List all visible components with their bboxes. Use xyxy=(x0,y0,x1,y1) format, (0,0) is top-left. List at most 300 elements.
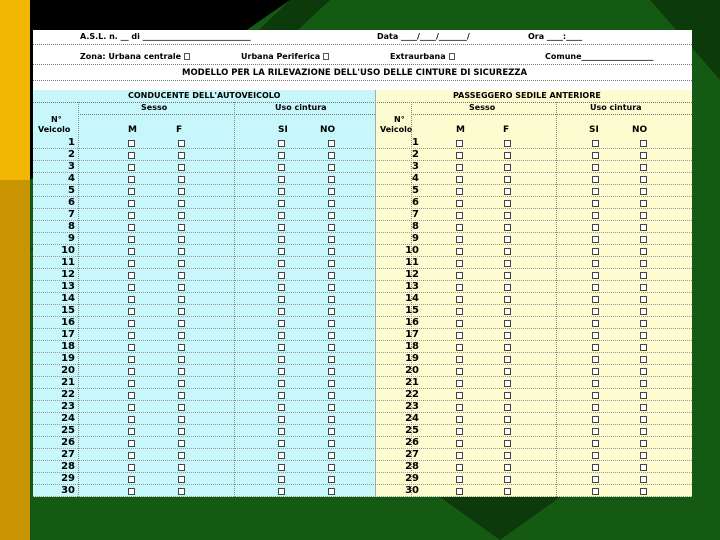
passenger-si-checkbox[interactable] xyxy=(592,224,599,231)
passenger-m-checkbox[interactable] xyxy=(456,272,463,279)
driver-row-number: 22 xyxy=(61,389,75,400)
passenger-no-checkbox[interactable] xyxy=(640,164,647,171)
passenger-si-checkbox[interactable] xyxy=(592,140,599,147)
driver-no-checkbox[interactable] xyxy=(328,356,335,363)
col-separator xyxy=(234,102,235,497)
driver-f-checkbox[interactable] xyxy=(178,140,185,147)
passenger-f-checkbox[interactable] xyxy=(504,488,511,495)
zone-option-periferica[interactable]: Urbana Periferica xyxy=(241,52,329,62)
driver-si-checkbox[interactable] xyxy=(278,272,285,279)
driver-si-checkbox[interactable] xyxy=(278,368,285,375)
passenger-si-checkbox[interactable] xyxy=(592,320,599,327)
driver-m-checkbox[interactable] xyxy=(128,416,135,423)
driver-no-checkbox[interactable] xyxy=(328,428,335,435)
driver-si-checkbox[interactable] xyxy=(278,260,285,267)
passenger-f-checkbox[interactable] xyxy=(504,284,511,291)
passenger-si-checkbox[interactable] xyxy=(592,464,599,471)
driver-row-number: 18 xyxy=(61,341,75,352)
driver-no-checkbox[interactable] xyxy=(328,476,335,483)
driver-si-checkbox[interactable] xyxy=(278,476,285,483)
driver-m-checkbox[interactable] xyxy=(128,200,135,207)
driver-f-checkbox[interactable] xyxy=(178,272,185,279)
passenger-no-checkbox[interactable] xyxy=(640,200,647,207)
driver-no-checkbox[interactable] xyxy=(328,344,335,351)
passenger-si-checkbox[interactable] xyxy=(592,380,599,387)
driver-vehicle-label: Veicolo xyxy=(38,125,71,134)
zone-option-extraurbana[interactable]: Extraurbana xyxy=(390,52,455,62)
passenger-m-checkbox[interactable] xyxy=(456,308,463,315)
passenger-m-checkbox[interactable] xyxy=(456,236,463,243)
passenger-no-checkbox[interactable] xyxy=(640,368,647,375)
driver-si-checkbox[interactable] xyxy=(278,428,285,435)
driver-f-checkbox[interactable] xyxy=(178,200,185,207)
driver-m-checkbox[interactable] xyxy=(128,248,135,255)
passenger-m-checkbox[interactable] xyxy=(456,488,463,495)
row-divider xyxy=(33,388,692,389)
driver-si-checkbox[interactable] xyxy=(278,416,285,423)
time-field[interactable]: Ora ____:____ xyxy=(528,32,583,41)
passenger-no-checkbox[interactable] xyxy=(640,440,647,447)
passenger-no-checkbox[interactable] xyxy=(640,224,647,231)
passenger-f-checkbox[interactable] xyxy=(504,392,511,399)
driver-si-checkbox[interactable] xyxy=(278,464,285,471)
passenger-belt-label: Uso cintura xyxy=(590,103,642,112)
driver-si-checkbox[interactable] xyxy=(278,212,285,219)
passenger-f-checkbox[interactable] xyxy=(504,368,511,375)
col-separator xyxy=(556,102,557,497)
passenger-m-checkbox[interactable] xyxy=(456,140,463,147)
driver-m-checkbox[interactable] xyxy=(128,272,135,279)
driver-m-checkbox[interactable] xyxy=(128,476,135,483)
passenger-si-checkbox[interactable] xyxy=(592,476,599,483)
driver-m-checkbox[interactable] xyxy=(128,320,135,327)
driver-si-checkbox[interactable] xyxy=(278,404,285,411)
passenger-no-checkbox[interactable] xyxy=(640,152,647,159)
driver-m-checkbox[interactable] xyxy=(128,488,135,495)
row-divider xyxy=(33,196,692,197)
passenger-no-checkbox[interactable] xyxy=(640,476,647,483)
passenger-si-checkbox[interactable] xyxy=(592,332,599,339)
passenger-no-checkbox[interactable] xyxy=(640,188,647,195)
driver-no-checkbox[interactable] xyxy=(328,140,335,147)
passenger-m-checkbox[interactable] xyxy=(456,176,463,183)
driver-f-checkbox[interactable] xyxy=(178,392,185,399)
driver-no-checkbox[interactable] xyxy=(328,392,335,399)
driver-f-checkbox[interactable] xyxy=(178,308,185,315)
passenger-no-checkbox[interactable] xyxy=(640,260,647,267)
passenger-no-checkbox[interactable] xyxy=(640,320,647,327)
date-field[interactable]: Data ____/____/_______/ xyxy=(377,32,470,41)
driver-m-checkbox[interactable] xyxy=(128,452,135,459)
driver-m-checkbox[interactable] xyxy=(128,392,135,399)
driver-f-checkbox[interactable] xyxy=(178,176,185,183)
passenger-m-checkbox[interactable] xyxy=(456,152,463,159)
passenger-si-checkbox[interactable] xyxy=(592,392,599,399)
passenger-f-checkbox[interactable] xyxy=(504,356,511,363)
driver-si-checkbox[interactable] xyxy=(278,248,285,255)
passenger-m-checkbox[interactable] xyxy=(456,452,463,459)
driver-no-checkbox[interactable] xyxy=(328,404,335,411)
divider xyxy=(33,64,692,65)
driver-section-title: CONDUCENTE DELL'AUTOVEICOLO xyxy=(128,91,281,100)
driver-no-checkbox[interactable] xyxy=(328,416,335,423)
passenger-m-checkbox[interactable] xyxy=(456,260,463,267)
passenger-m-checkbox[interactable] xyxy=(456,212,463,219)
passenger-m-checkbox[interactable] xyxy=(456,416,463,423)
driver-f-checkbox[interactable] xyxy=(178,188,185,195)
passenger-si-checkbox[interactable] xyxy=(592,368,599,375)
row-divider xyxy=(33,400,692,401)
passenger-row-number: 19 xyxy=(405,353,419,364)
driver-row-number: 10 xyxy=(61,245,75,256)
passenger-f-checkbox[interactable] xyxy=(504,416,511,423)
driver-f-checkbox[interactable] xyxy=(178,464,185,471)
passenger-si-checkbox[interactable] xyxy=(592,452,599,459)
passenger-row-number: 13 xyxy=(405,281,419,292)
passenger-si-checkbox[interactable] xyxy=(592,164,599,171)
passenger-f-checkbox[interactable] xyxy=(504,380,511,387)
passenger-si-checkbox[interactable] xyxy=(592,356,599,363)
passenger-m-checkbox[interactable] xyxy=(456,464,463,471)
driver-f-checkbox[interactable] xyxy=(178,476,185,483)
driver-row-number: 28 xyxy=(61,461,75,472)
driver-m-checkbox[interactable] xyxy=(128,368,135,375)
passenger-m-checkbox[interactable] xyxy=(456,440,463,447)
driver-no-checkbox[interactable] xyxy=(328,380,335,387)
driver-no-checkbox[interactable] xyxy=(328,260,335,267)
divider xyxy=(33,80,692,81)
driver-si-checkbox[interactable] xyxy=(278,140,285,147)
passenger-m-checkbox[interactable] xyxy=(456,296,463,303)
passenger-si-checkbox[interactable] xyxy=(592,200,599,207)
passenger-row-number: 30 xyxy=(405,485,419,496)
driver-f-checkbox[interactable] xyxy=(178,404,185,411)
passenger-f-checkbox[interactable] xyxy=(504,236,511,243)
driver-no-checkbox[interactable] xyxy=(328,488,335,495)
passenger-f-checkbox[interactable] xyxy=(504,344,511,351)
driver-si-checkbox[interactable] xyxy=(278,188,285,195)
passenger-no-checkbox[interactable] xyxy=(640,380,647,387)
row-divider xyxy=(33,352,692,353)
row-divider xyxy=(33,316,692,317)
passenger-m-checkbox[interactable] xyxy=(456,344,463,351)
passenger-no-checkbox[interactable] xyxy=(640,344,647,351)
passenger-m-checkbox[interactable] xyxy=(456,188,463,195)
passenger-m-checkbox[interactable] xyxy=(456,476,463,483)
passenger-m-checkbox[interactable] xyxy=(456,200,463,207)
row-divider xyxy=(33,412,692,413)
passenger-row-number: 17 xyxy=(405,329,419,340)
driver-si-checkbox[interactable] xyxy=(278,392,285,399)
passenger-f-checkbox[interactable] xyxy=(504,260,511,267)
passenger-row-number: 2 xyxy=(412,149,419,160)
driver-row-number: 30 xyxy=(61,485,75,496)
driver-m-checkbox[interactable] xyxy=(128,164,135,171)
driver-no-checkbox[interactable] xyxy=(328,296,335,303)
passenger-no-checkbox[interactable] xyxy=(640,488,647,495)
passenger-si-checkbox[interactable] xyxy=(592,188,599,195)
row-divider xyxy=(33,364,692,365)
passenger-f-checkbox[interactable] xyxy=(504,296,511,303)
driver-no-checkbox[interactable] xyxy=(328,332,335,339)
driver-no-checkbox[interactable] xyxy=(328,272,335,279)
driver-row-number: 8 xyxy=(68,221,75,232)
passenger-m-checkbox[interactable] xyxy=(456,320,463,327)
passenger-si-checkbox[interactable] xyxy=(592,404,599,411)
driver-m-checkbox[interactable] xyxy=(128,296,135,303)
row-divider xyxy=(33,244,692,245)
driver-f-checkbox[interactable] xyxy=(178,236,185,243)
driver-m-checkbox[interactable] xyxy=(128,428,135,435)
asl-field[interactable]: A.S.L. n. __ di ___________________________ xyxy=(80,32,251,41)
driver-m-checkbox[interactable] xyxy=(128,152,135,159)
passenger-no-checkbox[interactable] xyxy=(640,272,647,279)
passenger-f-checkbox[interactable] xyxy=(504,176,511,183)
passenger-si-checkbox[interactable] xyxy=(592,272,599,279)
passenger-f-checkbox[interactable] xyxy=(504,188,511,195)
passenger-si-checkbox[interactable] xyxy=(592,440,599,447)
passenger-row-number: 29 xyxy=(405,473,419,484)
passenger-f-checkbox[interactable] xyxy=(504,308,511,315)
driver-no-checkbox[interactable] xyxy=(328,308,335,315)
passenger-row-number: 1 xyxy=(412,137,419,148)
passenger-si-checkbox[interactable] xyxy=(592,152,599,159)
passenger-row-number: 9 xyxy=(412,233,419,244)
driver-no-checkbox[interactable] xyxy=(328,440,335,447)
driver-si-checkbox[interactable] xyxy=(278,236,285,243)
passenger-no-checkbox[interactable] xyxy=(640,248,647,255)
driver-no-checkbox[interactable] xyxy=(328,368,335,375)
driver-si-checkbox[interactable] xyxy=(278,152,285,159)
driver-row-number: 21 xyxy=(61,377,75,388)
passenger-no-checkbox[interactable] xyxy=(640,296,647,303)
passenger-f-checkbox[interactable] xyxy=(504,404,511,411)
driver-si-checkbox[interactable] xyxy=(278,176,285,183)
driver-sex-label: Sesso xyxy=(141,103,168,112)
driver-no-checkbox[interactable] xyxy=(328,164,335,171)
driver-m-checkbox[interactable] xyxy=(128,224,135,231)
driver-m-checkbox[interactable] xyxy=(128,344,135,351)
passenger-m-checkbox[interactable] xyxy=(456,332,463,339)
driver-m-checkbox[interactable] xyxy=(128,284,135,291)
driver-row-number: 26 xyxy=(61,437,75,448)
driver-vehicle-n: N° xyxy=(51,115,62,124)
driver-f-checkbox[interactable] xyxy=(178,440,185,447)
passenger-f-checkbox[interactable] xyxy=(504,200,511,207)
driver-si-checkbox[interactable] xyxy=(278,164,285,171)
driver-si-checkbox[interactable] xyxy=(278,356,285,363)
row-divider xyxy=(33,448,692,449)
driver-si-checkbox[interactable] xyxy=(278,224,285,231)
driver-si-checkbox[interactable] xyxy=(278,284,285,291)
driver-no-checkbox[interactable] xyxy=(328,452,335,459)
driver-m-checkbox[interactable] xyxy=(128,236,135,243)
zone-option-centrale[interactable]: Zona: Urbana centrale xyxy=(80,52,190,62)
driver-f-checkbox[interactable] xyxy=(178,428,185,435)
passenger-si-checkbox[interactable] xyxy=(592,212,599,219)
passenger-f-checkbox[interactable] xyxy=(504,452,511,459)
passenger-m-checkbox[interactable] xyxy=(456,392,463,399)
passenger-si-checkbox[interactable] xyxy=(592,308,599,315)
passenger-si-checkbox[interactable] xyxy=(592,236,599,243)
driver-si-checkbox[interactable] xyxy=(278,344,285,351)
passenger-f-checkbox[interactable] xyxy=(504,248,511,255)
driver-f-checkbox[interactable] xyxy=(178,344,185,351)
row-divider xyxy=(33,232,692,233)
passenger-no-checkbox[interactable] xyxy=(640,176,647,183)
driver-f-checkbox[interactable] xyxy=(178,212,185,219)
passenger-no-checkbox[interactable] xyxy=(640,284,647,291)
driver-si-checkbox[interactable] xyxy=(278,488,285,495)
passenger-si-checkbox[interactable] xyxy=(592,488,599,495)
passenger-m-checkbox[interactable] xyxy=(456,284,463,291)
passenger-f-checkbox[interactable] xyxy=(504,476,511,483)
driver-no-checkbox[interactable] xyxy=(328,224,335,231)
passenger-m-checkbox[interactable] xyxy=(456,404,463,411)
passenger-section-title: PASSEGGERO SEDILE ANTERIORE xyxy=(453,91,601,100)
row-divider xyxy=(33,292,692,293)
driver-no-checkbox[interactable] xyxy=(328,248,335,255)
passenger-m-checkbox[interactable] xyxy=(456,224,463,231)
driver-row-number: 17 xyxy=(61,329,75,340)
passenger-m-checkbox[interactable] xyxy=(456,428,463,435)
driver-no-checkbox[interactable] xyxy=(328,176,335,183)
driver-f-checkbox[interactable] xyxy=(178,452,185,459)
driver-si-checkbox[interactable] xyxy=(278,296,285,303)
driver-m-checkbox[interactable] xyxy=(128,140,135,147)
passenger-f-checkbox[interactable] xyxy=(504,428,511,435)
driver-si-checkbox[interactable] xyxy=(278,332,285,339)
passenger-no-checkbox[interactable] xyxy=(640,140,647,147)
driver-m-checkbox[interactable] xyxy=(128,440,135,447)
passenger-no-checkbox[interactable] xyxy=(640,308,647,315)
passenger-si-checkbox[interactable] xyxy=(592,428,599,435)
passenger-si-checkbox[interactable] xyxy=(592,176,599,183)
passenger-f-checkbox[interactable] xyxy=(504,152,511,159)
row-divider xyxy=(33,304,692,305)
passenger-f-checkbox[interactable] xyxy=(504,332,511,339)
passenger-f-checkbox[interactable] xyxy=(504,224,511,231)
passenger-row-number: 16 xyxy=(405,317,419,328)
driver-si-checkbox[interactable] xyxy=(278,440,285,447)
driver-f-checkbox[interactable] xyxy=(178,284,185,291)
driver-row-number: 11 xyxy=(61,257,75,268)
driver-m-checkbox[interactable] xyxy=(128,176,135,183)
driver-f-checkbox[interactable] xyxy=(178,416,185,423)
passenger-no-checkbox[interactable] xyxy=(640,236,647,243)
driver-f-checkbox[interactable] xyxy=(178,320,185,327)
driver-f-checkbox[interactable] xyxy=(178,260,185,267)
driver-f-checkbox[interactable] xyxy=(178,296,185,303)
passenger-f-checkbox[interactable] xyxy=(504,140,511,147)
passenger-no-checkbox[interactable] xyxy=(640,416,647,423)
driver-m-checkbox[interactable] xyxy=(128,464,135,471)
driver-no-checkbox[interactable] xyxy=(328,284,335,291)
driver-f-checkbox[interactable] xyxy=(178,380,185,387)
passenger-m-checkbox[interactable] xyxy=(456,164,463,171)
passenger-m-checkbox[interactable] xyxy=(456,248,463,255)
row-divider xyxy=(33,436,692,437)
passenger-no-checkbox[interactable] xyxy=(640,464,647,471)
passenger-f-checkbox[interactable] xyxy=(504,164,511,171)
passenger-no-checkbox[interactable] xyxy=(640,356,647,363)
passenger-si-checkbox[interactable] xyxy=(592,248,599,255)
passenger-no-checkbox[interactable] xyxy=(640,428,647,435)
passenger-m-checkbox[interactable] xyxy=(456,380,463,387)
driver-col-f: F xyxy=(176,125,183,135)
driver-f-checkbox[interactable] xyxy=(178,488,185,495)
driver-f-checkbox[interactable] xyxy=(178,332,185,339)
driver-no-checkbox[interactable] xyxy=(328,188,335,195)
driver-no-checkbox[interactable] xyxy=(328,200,335,207)
passenger-si-checkbox[interactable] xyxy=(592,260,599,267)
driver-m-checkbox[interactable] xyxy=(128,212,135,219)
passenger-row-number: 7 xyxy=(412,209,419,220)
passenger-f-checkbox[interactable] xyxy=(504,320,511,327)
passenger-m-checkbox[interactable] xyxy=(456,368,463,375)
passenger-no-checkbox[interactable] xyxy=(640,332,647,339)
driver-f-checkbox[interactable] xyxy=(178,164,185,171)
passenger-f-checkbox[interactable] xyxy=(504,464,511,471)
driver-si-checkbox[interactable] xyxy=(278,320,285,327)
driver-f-checkbox[interactable] xyxy=(178,152,185,159)
driver-m-checkbox[interactable] xyxy=(128,188,135,195)
driver-m-checkbox[interactable] xyxy=(128,308,135,315)
driver-no-checkbox[interactable] xyxy=(328,320,335,327)
divider xyxy=(78,114,375,115)
passenger-f-checkbox[interactable] xyxy=(504,272,511,279)
comune-field[interactable]: Comune__________________ xyxy=(545,52,654,61)
passenger-si-checkbox[interactable] xyxy=(592,344,599,351)
driver-m-checkbox[interactable] xyxy=(128,380,135,387)
driver-f-checkbox[interactable] xyxy=(178,356,185,363)
row-divider xyxy=(33,268,692,269)
driver-no-checkbox[interactable] xyxy=(328,464,335,471)
driver-m-checkbox[interactable] xyxy=(128,356,135,363)
passenger-si-checkbox[interactable] xyxy=(592,284,599,291)
driver-no-checkbox[interactable] xyxy=(328,236,335,243)
row-divider xyxy=(33,148,692,149)
driver-si-checkbox[interactable] xyxy=(278,380,285,387)
driver-no-checkbox[interactable] xyxy=(328,152,335,159)
driver-row-number: 7 xyxy=(68,209,75,220)
passenger-m-checkbox[interactable] xyxy=(456,356,463,363)
row-divider xyxy=(33,340,692,341)
driver-m-checkbox[interactable] xyxy=(128,404,135,411)
passenger-row-number: 5 xyxy=(412,185,419,196)
passenger-no-checkbox[interactable] xyxy=(640,404,647,411)
passenger-row-number: 28 xyxy=(405,461,419,472)
passenger-f-checkbox[interactable] xyxy=(504,212,511,219)
driver-m-checkbox[interactable] xyxy=(128,260,135,267)
passenger-no-checkbox[interactable] xyxy=(640,212,647,219)
passenger-col-m: M xyxy=(456,125,465,135)
passenger-si-checkbox[interactable] xyxy=(592,296,599,303)
driver-f-checkbox[interactable] xyxy=(178,248,185,255)
passenger-no-checkbox[interactable] xyxy=(640,392,647,399)
driver-si-checkbox[interactable] xyxy=(278,308,285,315)
driver-f-checkbox[interactable] xyxy=(178,224,185,231)
passenger-f-checkbox[interactable] xyxy=(504,440,511,447)
passenger-no-checkbox[interactable] xyxy=(640,452,647,459)
driver-no-checkbox[interactable] xyxy=(328,212,335,219)
driver-m-checkbox[interactable] xyxy=(128,332,135,339)
driver-f-checkbox[interactable] xyxy=(178,368,185,375)
passenger-si-checkbox[interactable] xyxy=(592,416,599,423)
driver-si-checkbox[interactable] xyxy=(278,200,285,207)
passenger-vehicle-label: Veicolo xyxy=(380,125,413,134)
driver-si-checkbox[interactable] xyxy=(278,452,285,459)
